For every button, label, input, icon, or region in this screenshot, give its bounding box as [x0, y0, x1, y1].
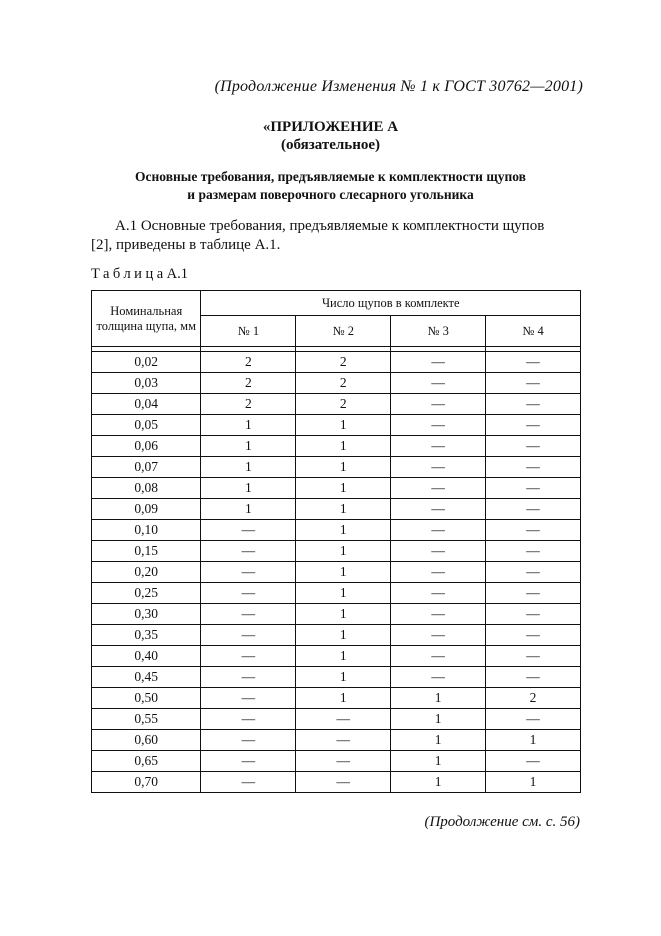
count-cell: 1 — [296, 436, 391, 457]
continuation-footer: (Продолжение см. с. 56) — [424, 814, 580, 830]
count-cell: — — [296, 709, 391, 730]
count-cell: — — [296, 751, 391, 772]
count-cell: — — [391, 646, 486, 667]
table-row — [92, 541, 581, 562]
table-caption-number: А.1 — [166, 266, 188, 282]
table-row — [92, 562, 581, 583]
count-cell: 1 — [391, 751, 486, 772]
count-cell: 1 — [391, 709, 486, 730]
section-title — [0, 168, 661, 204]
count-cell: — — [391, 394, 486, 415]
count-cell: 1 — [201, 478, 296, 499]
table-row — [92, 457, 581, 478]
table-row — [92, 520, 581, 541]
thickness-cell: 0,45 — [92, 667, 201, 688]
appendix-subtitle: (обязательное) — [280, 137, 381, 153]
thickness-cell: 0,05 — [92, 415, 201, 436]
thickness-cell: 0,15 — [92, 541, 201, 562]
count-cell: 1 — [296, 604, 391, 625]
count-cell: 1 — [296, 415, 391, 436]
thickness-cell: 0,40 — [92, 646, 201, 667]
count-cell: 1 — [391, 772, 486, 793]
count-cell: — — [486, 499, 581, 520]
count-cell: 1 — [296, 499, 391, 520]
header-count-group: Число щупов в комплекте — [201, 291, 581, 316]
count-cell: — — [201, 688, 296, 709]
count-cell: — — [391, 604, 486, 625]
count-cell: — — [391, 457, 486, 478]
table-row — [92, 604, 581, 625]
section-title-line2: и размерам поверочного слесарного угольника — [187, 187, 474, 202]
table-body — [92, 347, 581, 793]
count-cell: — — [486, 751, 581, 772]
count-cell: — — [486, 352, 581, 373]
count-cell: — — [391, 562, 486, 583]
thickness-cell: 0,07 — [92, 457, 201, 478]
count-cell: — — [486, 667, 581, 688]
count-cell: — — [486, 520, 581, 541]
count-cell: — — [201, 730, 296, 751]
count-cell: 2 — [201, 373, 296, 394]
table-row — [92, 646, 581, 667]
count-cell: 1 — [296, 646, 391, 667]
paragraph-line2: [2], приведены в таблице А.1. — [91, 237, 281, 253]
count-cell: 1 — [486, 730, 581, 751]
table-row — [92, 373, 581, 394]
thickness-cell: 0,55 — [92, 709, 201, 730]
count-cell: 2 — [296, 352, 391, 373]
count-cell: — — [486, 583, 581, 604]
count-cell: — — [391, 625, 486, 646]
count-cell: 2 — [486, 688, 581, 709]
count-cell: 1 — [296, 583, 391, 604]
paragraph-line1: А.1 Основные требования, предъявляемые к комплектности щупов — [115, 218, 545, 234]
count-cell: — — [201, 709, 296, 730]
thickness-cell: 0,09 — [92, 499, 201, 520]
count-cell: — — [486, 373, 581, 394]
table-row — [92, 688, 581, 709]
table-row — [92, 478, 581, 499]
thickness-cell: 0,20 — [92, 562, 201, 583]
count-cell: 1 — [296, 541, 391, 562]
count-cell: 1 — [296, 562, 391, 583]
table-row — [92, 583, 581, 604]
count-cell: 1 — [296, 625, 391, 646]
count-cell: — — [201, 625, 296, 646]
count-cell: — — [201, 604, 296, 625]
count-cell: — — [391, 415, 486, 436]
count-cell: — — [296, 772, 391, 793]
thickness-cell: 0,04 — [92, 394, 201, 415]
table-row — [92, 394, 581, 415]
count-cell: 1 — [391, 688, 486, 709]
count-cell: 1 — [296, 478, 391, 499]
count-cell: — — [486, 625, 581, 646]
count-cell: — — [391, 520, 486, 541]
count-cell: — — [486, 562, 581, 583]
count-cell: — — [486, 646, 581, 667]
count-cell: 2 — [201, 394, 296, 415]
count-cell: — — [201, 646, 296, 667]
count-cell: 2 — [296, 394, 391, 415]
table-row — [92, 499, 581, 520]
count-cell: 1 — [296, 457, 391, 478]
count-cell: 1 — [486, 772, 581, 793]
feeler-gauge-table — [91, 290, 581, 793]
header-col-2: № 2 — [296, 316, 391, 347]
table-row — [92, 436, 581, 457]
count-cell: 2 — [296, 373, 391, 394]
count-cell: — — [296, 730, 391, 751]
count-cell: — — [486, 415, 581, 436]
table-row — [92, 415, 581, 436]
thickness-cell: 0,02 — [92, 352, 201, 373]
thickness-cell: 0,08 — [92, 478, 201, 499]
thickness-cell: 0,25 — [92, 583, 201, 604]
count-cell: — — [391, 478, 486, 499]
count-cell: 1 — [391, 730, 486, 751]
count-cell: — — [486, 709, 581, 730]
thickness-cell: 0,35 — [92, 625, 201, 646]
thickness-cell: 0,65 — [92, 751, 201, 772]
count-cell: 1 — [296, 667, 391, 688]
header-col-3: № 3 — [391, 316, 486, 347]
appendix-title — [0, 118, 661, 154]
count-cell: — — [391, 373, 486, 394]
count-cell: — — [391, 583, 486, 604]
count-cell: 1 — [201, 457, 296, 478]
table-row — [92, 730, 581, 751]
section-title-line1: Основные требования, предъявляемые к комплектности щупов — [135, 169, 526, 184]
count-cell: — — [486, 541, 581, 562]
count-cell: — — [201, 583, 296, 604]
count-cell: — — [201, 772, 296, 793]
count-cell: — — [201, 667, 296, 688]
thickness-cell: 0,10 — [92, 520, 201, 541]
table-row — [92, 667, 581, 688]
table-caption — [91, 266, 188, 283]
table-row — [92, 772, 581, 793]
count-cell: — — [486, 604, 581, 625]
table-row — [92, 751, 581, 772]
table-row — [92, 625, 581, 646]
count-cell: 1 — [201, 499, 296, 520]
count-cell: — — [201, 562, 296, 583]
count-cell: — — [391, 541, 486, 562]
count-cell: — — [486, 436, 581, 457]
appendix-title-text: «ПРИЛОЖЕНИЕ А — [262, 119, 399, 135]
count-cell: — — [201, 541, 296, 562]
count-cell: — — [486, 394, 581, 415]
header-col-4: № 4 — [486, 316, 581, 347]
thickness-cell: 0,60 — [92, 730, 201, 751]
count-cell: — — [201, 520, 296, 541]
thickness-cell: 0,03 — [92, 373, 201, 394]
count-cell: 1 — [296, 688, 391, 709]
count-cell: — — [391, 667, 486, 688]
count-cell: 1 — [201, 415, 296, 436]
header-thickness: Номинальная толщина щупа, мм — [92, 291, 201, 347]
paragraph-a1 — [91, 217, 580, 255]
table-row — [92, 709, 581, 730]
continuation-header: (Продолжение Изменения № 1 к ГОСТ 30762—2001) — [214, 78, 583, 95]
count-cell: — — [486, 457, 581, 478]
count-cell: — — [391, 352, 486, 373]
thickness-cell: 0,30 — [92, 604, 201, 625]
count-cell: 2 — [201, 352, 296, 373]
thickness-cell: 0,50 — [92, 688, 201, 709]
count-cell: — — [486, 478, 581, 499]
header-col-1: № 1 — [201, 316, 296, 347]
count-cell: — — [391, 436, 486, 457]
count-cell: — — [391, 499, 486, 520]
count-cell: 1 — [296, 520, 391, 541]
count-cell: 1 — [201, 436, 296, 457]
table-row — [92, 352, 581, 373]
count-cell: — — [201, 751, 296, 772]
table-caption-word: Таблица — [91, 266, 167, 282]
thickness-cell: 0,70 — [92, 772, 201, 793]
thickness-cell: 0,06 — [92, 436, 201, 457]
